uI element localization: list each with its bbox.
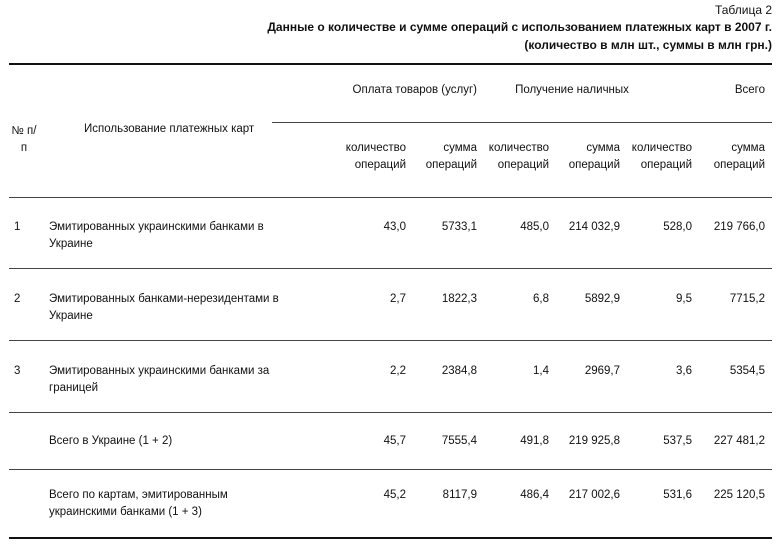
row-name: Всего в Украине (1 + 2) bbox=[49, 435, 173, 447]
cash-sum: 219 925,8 bbox=[568, 435, 620, 447]
row-number: 2 bbox=[14, 293, 21, 305]
table-title: Данные о количестве и сумме операций с использованием платежных карт в 2007 г. bbox=[267, 20, 772, 34]
goods-sum: 5733,1 bbox=[441, 221, 477, 233]
header-bottom-rule bbox=[9, 197, 772, 198]
total-sum: 5354,5 bbox=[729, 365, 765, 377]
header-usage: Использование платежных карт bbox=[84, 123, 255, 135]
row-divider bbox=[9, 268, 772, 269]
total-count: 531,6 bbox=[663, 489, 692, 501]
goods-sum: 2384,8 bbox=[441, 365, 477, 377]
cash-count: 6,8 bbox=[533, 293, 549, 305]
row-name: Эмитированных украинскими банками за границей bbox=[49, 365, 270, 394]
total-sum: 227 481,2 bbox=[713, 435, 765, 447]
row-name: Эмитированных украинскими банками в Украине bbox=[49, 221, 264, 250]
cash-count: 485,0 bbox=[520, 221, 549, 233]
row-number: 3 bbox=[14, 365, 21, 377]
row-name: Всего по картам, эмитированным украинскими банками (1 + 3) bbox=[49, 489, 228, 518]
goods-count: 2,2 bbox=[390, 365, 406, 377]
goods-count: 43,0 bbox=[383, 221, 406, 233]
goods-count: 2,7 bbox=[390, 293, 406, 305]
row-name: Эмитированных банками-нерезидентами в Украине bbox=[49, 293, 279, 322]
cash-count: 486,4 bbox=[520, 489, 549, 501]
header-sum: сумма операций bbox=[568, 142, 620, 171]
cash-count: 491,8 bbox=[520, 435, 549, 447]
goods-sum: 7555,4 bbox=[441, 435, 477, 447]
total-count: 3,6 bbox=[676, 365, 692, 377]
table-label: Таблица 2 bbox=[714, 3, 772, 17]
header-sum: сумма операций bbox=[425, 142, 477, 171]
row-divider bbox=[9, 340, 772, 341]
cash-sum: 214 032,9 bbox=[568, 221, 620, 233]
total-count: 537,5 bbox=[663, 435, 692, 447]
header-count: количество операций bbox=[631, 142, 692, 171]
total-count: 528,0 bbox=[663, 221, 692, 233]
row-number: 1 bbox=[14, 221, 21, 233]
table-top-rule bbox=[9, 63, 772, 65]
goods-sum: 8117,9 bbox=[442, 489, 477, 501]
cash-sum: 2969,7 bbox=[584, 365, 620, 377]
header-group-goods: Оплата товаров (услуг) bbox=[352, 84, 477, 96]
cash-sum: 217 002,6 bbox=[568, 489, 620, 501]
total-sum: 225 120,5 bbox=[713, 489, 765, 501]
row-divider bbox=[9, 469, 772, 470]
header-count: количество операций bbox=[345, 142, 406, 171]
goods-count: 45,2 bbox=[383, 489, 406, 501]
goods-count: 45,7 bbox=[383, 435, 406, 447]
total-sum: 219 766,0 bbox=[713, 221, 765, 233]
header-group-total: Всего bbox=[734, 84, 765, 96]
group-header-rule bbox=[272, 122, 772, 123]
cash-sum: 5892,9 bbox=[584, 293, 620, 305]
table-subtitle: (количество в млн шт., суммы в млн грн.) bbox=[524, 38, 772, 52]
goods-sum: 1822,3 bbox=[441, 293, 477, 305]
header-num: № п/п bbox=[11, 125, 37, 154]
total-sum: 7715,2 bbox=[729, 293, 765, 305]
header-sum: сумма операций bbox=[713, 142, 765, 171]
row-divider bbox=[9, 412, 772, 413]
total-count: 9,5 bbox=[676, 293, 692, 305]
header-count: количество операций bbox=[488, 142, 549, 171]
header-group-cash: Получение наличных bbox=[515, 84, 629, 96]
table-bottom-rule bbox=[9, 537, 772, 539]
cash-count: 1,4 bbox=[533, 365, 549, 377]
